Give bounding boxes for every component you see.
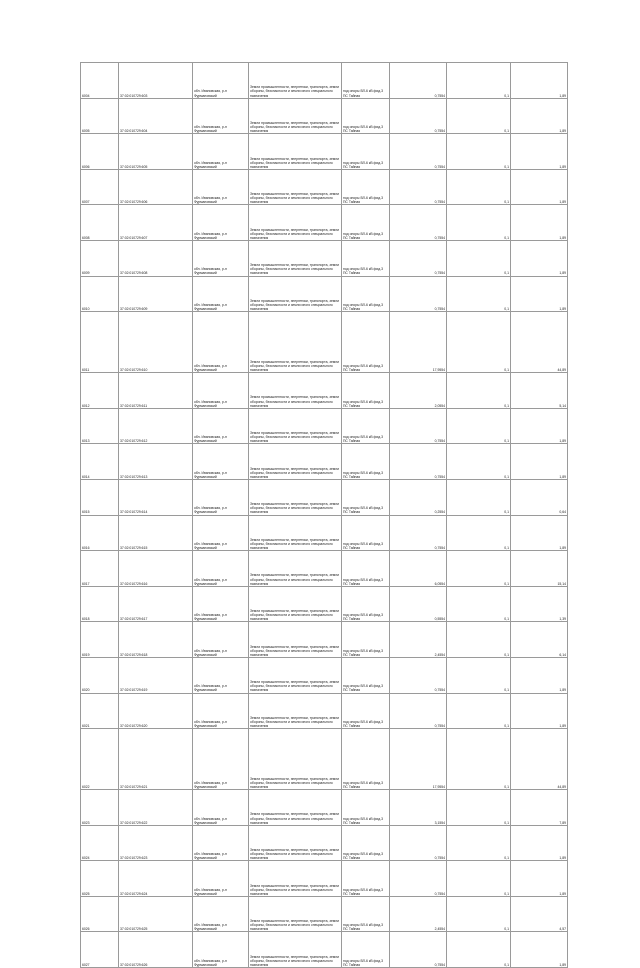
cell-rate: 0,1 (447, 205, 511, 241)
cell-sum: 1,89 (511, 98, 568, 134)
cell-category: Земли промышленности, энергетики, транспорта, земли обороны, безопасности и земли иного специального назначения (249, 657, 342, 693)
cell-purpose: под опоры ВЛ-6 кВ фид.3 ПС Тайная (342, 240, 390, 276)
cell-purpose: под опоры ВЛ-6 кВ фид.3 ПС Тайная (342, 790, 390, 826)
table-row (81, 240, 568, 276)
table-row (81, 373, 568, 409)
cell-area: 0,5554 (390, 586, 447, 622)
cell-n: 6013 (81, 408, 119, 444)
cell-n: 6018 (81, 586, 119, 622)
cell-area: 0,7554 (390, 444, 447, 480)
cell-purpose: под опоры ВЛ-6 кВ фид.3 ПС Тайная (342, 169, 390, 205)
cell-category: Земли промышленности, энергетики, транспорта, земли обороны, безопасности и земли иного специального назначения (249, 932, 342, 968)
cell-sum: 15,14 (511, 551, 568, 587)
cell-category: Земли промышленности, энергетики, транспорта, земли обороны, безопасности и земли иного специального назначения (249, 240, 342, 276)
cell-purpose: под опоры ВЛ-6 кВ фид.3 ПС Тайная (342, 373, 390, 409)
cell-purpose: под опоры ВЛ-6 кВ фид.3 ПС Тайная (342, 657, 390, 693)
cell-sum: 1,89 (511, 693, 568, 729)
cell-sum: 44,89 (511, 312, 568, 373)
cell-n: 6027 (81, 932, 119, 968)
cell-address: обл. Ивановская, р-н Фурмановский (193, 169, 249, 205)
cell-category: Земли промышленности, энергетики, транспорта, земли обороны, безопасности и земли иного специального назначения (249, 790, 342, 826)
cell-sum: 0,64 (511, 479, 568, 515)
cell-n: 6010 (81, 276, 119, 312)
cell-rate: 0,1 (447, 240, 511, 276)
table-row (81, 169, 568, 205)
table-row (81, 657, 568, 693)
table-row (81, 444, 568, 480)
cell-area: 0,7554 (390, 276, 447, 312)
cell-category: Земли промышленности, энергетики, транспорта, земли обороны, безопасности и земли иного специального назначения (249, 861, 342, 897)
cell-sum: 1,89 (511, 825, 568, 861)
cell-n: 6005 (81, 98, 119, 134)
table-row (81, 515, 568, 551)
cell-cadastral: 37:02:010729:614 (119, 479, 193, 515)
cell-purpose: под опоры ВЛ-6 кВ фид.3 ПС Тайная (342, 896, 390, 932)
table-row (81, 134, 568, 170)
cell-n: 6015 (81, 479, 119, 515)
cell-sum: 1,89 (511, 134, 568, 170)
cell-address: обл. Ивановская, р-н Фурмановский (193, 622, 249, 658)
cell-purpose: под опоры ВЛ-6 кВ фид.3 ПС Тайная (342, 622, 390, 658)
cell-cadastral: 37:02:010729:611 (119, 373, 193, 409)
table-row (81, 479, 568, 515)
cell-area: 0,7554 (390, 861, 447, 897)
cell-area: 0,7554 (390, 134, 447, 170)
cell-rate: 0,1 (447, 134, 511, 170)
cell-rate: 0,1 (447, 373, 511, 409)
cell-sum: 1,89 (511, 515, 568, 551)
cell-rate: 0,1 (447, 657, 511, 693)
cell-n: 6024 (81, 825, 119, 861)
cell-area: 0,7554 (390, 98, 447, 134)
cell-category: Земли промышленности, энергетики, транспорта, земли обороны, безопасности и земли иного специального назначения (249, 896, 342, 932)
cell-cadastral: 37:02:010729:616 (119, 551, 193, 587)
cell-purpose: под опоры ВЛ-6 кВ фид.3 ПС Тайная (342, 479, 390, 515)
cell-address: обл. Ивановская, р-н Фурмановский (193, 932, 249, 968)
cell-address: обл. Ивановская, р-н Фурмановский (193, 134, 249, 170)
cell-area: 0,7554 (390, 932, 447, 968)
cell-purpose: под опоры ВЛ-6 кВ фид.3 ПС Тайная (342, 63, 390, 99)
cell-address: обл. Ивановская, р-н Фурмановский (193, 479, 249, 515)
table-row (81, 551, 568, 587)
table-row (81, 586, 568, 622)
table-row (81, 729, 568, 790)
cell-purpose: под опоры ВЛ-6 кВ фид.3 ПС Тайная (342, 312, 390, 373)
cell-area: 0,7554 (390, 408, 447, 444)
cell-n: 6004 (81, 63, 119, 99)
cell-rate: 0,1 (447, 861, 511, 897)
table-row (81, 63, 568, 99)
cell-address: обл. Ивановская, р-н Фурмановский (193, 729, 249, 790)
cell-cadastral: 37:02:010729:604 (119, 98, 193, 134)
cell-address: обл. Ивановская, р-н Фурмановский (193, 693, 249, 729)
cell-cadastral: 37:02:010729:613 (119, 444, 193, 480)
cell-cadastral: 37:02:010729:626 (119, 932, 193, 968)
cell-sum: 5,14 (511, 373, 568, 409)
cell-address: обл. Ивановская, р-н Фурмановский (193, 240, 249, 276)
cell-cadastral: 37:02:010729:620 (119, 693, 193, 729)
cell-address: обл. Ивановская, р-н Фурмановский (193, 276, 249, 312)
cell-n: 6006 (81, 134, 119, 170)
cell-area: 6,0554 (390, 551, 447, 587)
cell-rate: 0,1 (447, 693, 511, 729)
cell-sum: 1,89 (511, 169, 568, 205)
cell-rate: 0,1 (447, 551, 511, 587)
table-row (81, 622, 568, 658)
cell-rate: 0,1 (447, 896, 511, 932)
cell-purpose: под опоры ВЛ-6 кВ фид.3 ПС Тайная (342, 276, 390, 312)
cell-category: Земли промышленности, энергетики, транспорта, земли обороны, безопасности и земли иного специального назначения (249, 729, 342, 790)
cell-purpose: под опоры ВЛ-6 кВ фид.3 ПС Тайная (342, 515, 390, 551)
land-plot-table (80, 62, 568, 968)
cell-purpose: под опоры ВЛ-6 кВ фид.3 ПС Тайная (342, 861, 390, 897)
cell-address: обл. Ивановская, р-н Фурмановский (193, 312, 249, 373)
cell-sum: 44,89 (511, 729, 568, 790)
cell-purpose: под опоры ВЛ-6 кВ фид.3 ПС Тайная (342, 408, 390, 444)
cell-cadastral: 37:02:010729:618 (119, 622, 193, 658)
cell-n: 6016 (81, 515, 119, 551)
cell-area: 17,9554 (390, 312, 447, 373)
cell-category: Земли промышленности, энергетики, транспорта, земли обороны, безопасности и земли иного специального назначения (249, 373, 342, 409)
cell-sum: 1,89 (511, 444, 568, 480)
cell-rate: 0,1 (447, 932, 511, 968)
cell-rate: 0,1 (447, 169, 511, 205)
table-row (81, 932, 568, 968)
cell-sum: 6,14 (511, 622, 568, 658)
cell-area: 0,7554 (390, 205, 447, 241)
cell-category: Земли промышленности, энергетики, транспорта, земли обороны, безопасности и земли иного специального назначения (249, 312, 342, 373)
cell-address: обл. Ивановская, р-н Фурмановский (193, 408, 249, 444)
cell-purpose: под опоры ВЛ-6 кВ фид.3 ПС Тайная (342, 551, 390, 587)
cell-purpose: под опоры ВЛ-6 кВ фид.3 ПС Тайная (342, 98, 390, 134)
cell-cadastral: 37:02:010729:615 (119, 515, 193, 551)
cell-n: 6014 (81, 444, 119, 480)
cell-cadastral: 37:02:010729:606 (119, 169, 193, 205)
table-row (81, 896, 568, 932)
cell-rate: 0,1 (447, 276, 511, 312)
cell-address: обл. Ивановская, р-н Фурмановский (193, 861, 249, 897)
cell-rate: 0,1 (447, 63, 511, 99)
cell-rate: 0,1 (447, 479, 511, 515)
cell-rate: 0,1 (447, 622, 511, 658)
cell-area: 0,7554 (390, 515, 447, 551)
cell-area: 17,9554 (390, 729, 447, 790)
cell-cadastral: 37:02:010729:624 (119, 861, 193, 897)
cell-address: обл. Ивановская, р-н Фурмановский (193, 790, 249, 826)
cell-cadastral: 37:02:010729:623 (119, 825, 193, 861)
table-row (81, 205, 568, 241)
cell-category: Земли промышленности, энергетики, транспорта, земли обороны, безопасности и земли иного специального назначения (249, 825, 342, 861)
cell-category: Земли промышленности, энергетики, транспорта, земли обороны, безопасности и земли иного специального назначения (249, 169, 342, 205)
table-row (81, 408, 568, 444)
cell-address: обл. Ивановская, р-н Фурмановский (193, 825, 249, 861)
cell-sum: 1,89 (511, 861, 568, 897)
cell-cadastral: 37:02:010729:612 (119, 408, 193, 444)
cell-purpose: под опоры ВЛ-6 кВ фид.3 ПС Тайная (342, 693, 390, 729)
cell-area: 0,7554 (390, 825, 447, 861)
cell-cadastral: 37:02:010729:603 (119, 63, 193, 99)
cell-n: 6012 (81, 373, 119, 409)
cell-n: 6017 (81, 551, 119, 587)
cell-purpose: под опоры ВЛ-6 кВ фид.3 ПС Тайная (342, 932, 390, 968)
cell-sum: 1,89 (511, 657, 568, 693)
cell-rate: 0,1 (447, 586, 511, 622)
cell-category: Земли промышленности, энергетики, транспорта, земли обороны, безопасности и земли иного специального назначения (249, 63, 342, 99)
cell-category: Земли промышленности, энергетики, транспорта, земли обороны, безопасности и земли иного специального назначения (249, 205, 342, 241)
cell-sum: 1,89 (511, 205, 568, 241)
cell-area: 2,4554 (390, 896, 447, 932)
cell-rate: 0,1 (447, 729, 511, 790)
cell-n: 6007 (81, 169, 119, 205)
cell-address: обл. Ивановская, р-н Фурмановский (193, 586, 249, 622)
cell-rate: 0,1 (447, 825, 511, 861)
cell-purpose: под опоры ВЛ-6 кВ фид.3 ПС Тайная (342, 134, 390, 170)
cell-category: Земли промышленности, энергетики, транспорта, земли обороны, безопасности и земли иного специального назначения (249, 276, 342, 312)
cell-category: Земли промышленности, энергетики, транспорта, земли обороны, безопасности и земли иного специального назначения (249, 444, 342, 480)
cell-rate: 0,1 (447, 444, 511, 480)
cell-purpose: под опоры ВЛ-6 кВ фид.3 ПС Тайная (342, 205, 390, 241)
cell-category: Земли промышленности, энергетики, транспорта, земли обороны, безопасности и земли иного специального назначения (249, 408, 342, 444)
cell-n: 6019 (81, 622, 119, 658)
table-row (81, 276, 568, 312)
cell-rate: 0,1 (447, 408, 511, 444)
cell-rate: 0,1 (447, 312, 511, 373)
cell-rate: 0,1 (447, 98, 511, 134)
table-row (81, 825, 568, 861)
cell-cadastral: 37:02:010729:625 (119, 896, 193, 932)
table-row (81, 790, 568, 826)
cell-address: обл. Ивановская, р-н Фурмановский (193, 515, 249, 551)
cell-n: 6025 (81, 861, 119, 897)
cell-sum: 1,89 (511, 240, 568, 276)
cell-n: 6021 (81, 693, 119, 729)
cell-purpose: под опоры ВЛ-6 кВ фид.3 ПС Тайная (342, 444, 390, 480)
cell-category: Земли промышленности, энергетики, транспорта, земли обороны, безопасности и земли иного специального назначения (249, 134, 342, 170)
cell-n: 6009 (81, 240, 119, 276)
cell-category: Земли промышленности, энергетики, транспорта, земли обороны, безопасности и земли иного специального назначения (249, 479, 342, 515)
cell-sum: 4,57 (511, 896, 568, 932)
cell-area: 2,4554 (390, 622, 447, 658)
cell-address: обл. Ивановская, р-н Фурмановский (193, 205, 249, 241)
cell-address: обл. Ивановская, р-н Фурмановский (193, 551, 249, 587)
cell-category: Земли промышленности, энергетики, транспорта, земли обороны, безопасности и земли иного специального назначения (249, 515, 342, 551)
cell-n: 6022 (81, 729, 119, 790)
cell-address: обл. Ивановская, р-н Фурмановский (193, 896, 249, 932)
cell-address: обл. Ивановская, р-н Фурмановский (193, 98, 249, 134)
cell-category: Земли промышленности, энергетики, транспорта, земли обороны, безопасности и земли иного специального назначения (249, 551, 342, 587)
cell-sum: 1,89 (511, 276, 568, 312)
cell-address: обл. Ивановская, р-н Фурмановский (193, 373, 249, 409)
cell-cadastral: 37:02:010729:622 (119, 790, 193, 826)
cell-n: 6026 (81, 896, 119, 932)
cell-sum: 1,89 (511, 63, 568, 99)
cell-sum: 1,89 (511, 932, 568, 968)
cell-cadastral: 37:02:010729:619 (119, 657, 193, 693)
cell-purpose: под опоры ВЛ-6 кВ фид.3 ПС Тайная (342, 825, 390, 861)
cell-area: 0,7554 (390, 657, 447, 693)
cell-address: обл. Ивановская, р-н Фурмановский (193, 444, 249, 480)
cell-category: Земли промышленности, энергетики, транспорта, земли обороны, безопасности и земли иного специального назначения (249, 98, 342, 134)
cell-n: 6023 (81, 790, 119, 826)
cell-area: 0,7554 (390, 240, 447, 276)
cell-cadastral: 37:02:010729:608 (119, 240, 193, 276)
table-row (81, 861, 568, 897)
cell-purpose: под опоры ВЛ-6 кВ фид.3 ПС Тайная (342, 729, 390, 790)
cell-area: 2,0554 (390, 373, 447, 409)
cell-sum: 1,89 (511, 408, 568, 444)
table-row (81, 693, 568, 729)
cell-area: 0,7554 (390, 63, 447, 99)
cell-category: Земли промышленности, энергетики, транспорта, земли обороны, безопасности и земли иного специального назначения (249, 693, 342, 729)
cell-n: 6011 (81, 312, 119, 373)
cell-cadastral: 37:02:010729:617 (119, 586, 193, 622)
cell-category: Земли промышленности, энергетики, транспорта, земли обороны, безопасности и земли иного специального назначения (249, 586, 342, 622)
cell-cadastral: 37:02:010729:621 (119, 729, 193, 790)
table-body (81, 63, 568, 968)
cell-n: 6008 (81, 205, 119, 241)
cell-area: 0,2554 (390, 479, 447, 515)
cell-category: Земли промышленности, энергетики, транспорта, земли обороны, безопасности и земли иного специального назначения (249, 622, 342, 658)
table-row (81, 98, 568, 134)
cell-area: 0,7554 (390, 693, 447, 729)
cell-area: 0,7554 (390, 169, 447, 205)
cell-sum: 1,39 (511, 586, 568, 622)
cell-rate: 0,1 (447, 515, 511, 551)
cell-cadastral: 37:02:010729:605 (119, 134, 193, 170)
cell-cadastral: 37:02:010729:607 (119, 205, 193, 241)
cell-purpose: под опоры ВЛ-6 кВ фид.3 ПС Тайная (342, 586, 390, 622)
table-row (81, 312, 568, 373)
cell-cadastral: 37:02:010729:609 (119, 276, 193, 312)
cell-address: обл. Ивановская, р-н Фурмановский (193, 657, 249, 693)
cell-area: 3,1554 (390, 790, 447, 826)
cell-rate: 0,1 (447, 790, 511, 826)
cell-n: 6020 (81, 657, 119, 693)
cell-address: обл. Ивановская, р-н Фурмановский (193, 63, 249, 99)
cell-cadastral: 37:02:010729:610 (119, 312, 193, 373)
cell-sum: 7,89 (511, 790, 568, 826)
